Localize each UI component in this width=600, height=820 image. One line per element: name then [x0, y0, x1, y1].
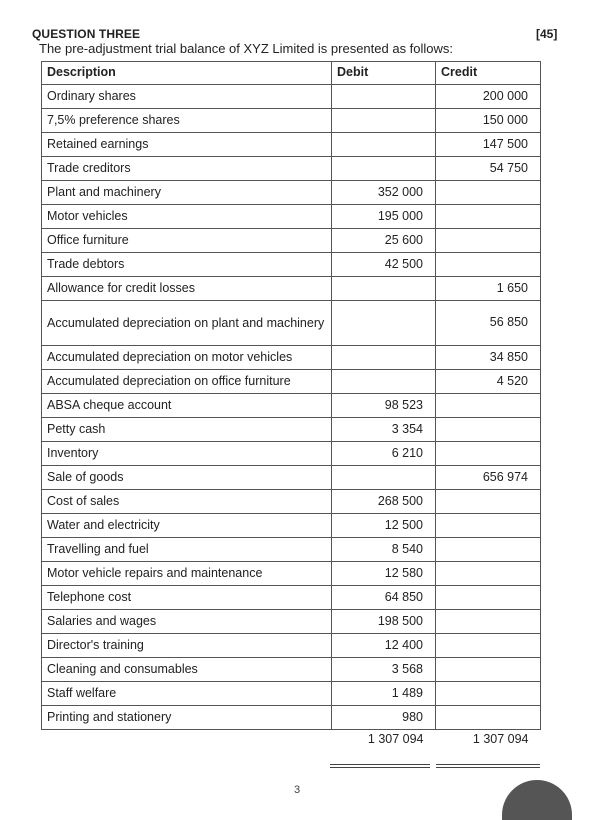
- row-credit: [436, 586, 541, 610]
- row-description: Plant and machinery: [42, 181, 332, 205]
- table-row: [42, 370, 541, 394]
- row-credit: 150 000: [436, 109, 541, 133]
- row-credit: [436, 229, 541, 253]
- row-description: Motor vehicle repairs and maintenance: [42, 562, 332, 586]
- row-description: Staff welfare: [42, 682, 332, 706]
- row-debit: 198 500: [332, 610, 436, 634]
- row-credit: [436, 562, 541, 586]
- table-row: [42, 706, 541, 730]
- row-debit: [332, 466, 436, 490]
- row-debit: [332, 109, 436, 133]
- row-debit: [332, 85, 436, 109]
- row-credit: 200 000: [436, 85, 541, 109]
- row-debit: 25 600: [332, 229, 436, 253]
- table-row: [42, 514, 541, 538]
- credit-total-double-underline: [436, 767, 540, 768]
- row-description: Motor vehicles: [42, 205, 332, 229]
- row-credit: 1 650: [436, 277, 541, 301]
- table-row: [42, 442, 541, 466]
- row-debit: [332, 277, 436, 301]
- table-row: [42, 490, 541, 514]
- table-row: [42, 658, 541, 682]
- intro-text: The pre-adjustment trial balance of XYZ Limited is presented as follows:: [39, 41, 454, 56]
- table-row: [42, 562, 541, 586]
- row-debit: 268 500: [332, 490, 436, 514]
- table-row: [42, 346, 541, 370]
- row-debit: [332, 157, 436, 181]
- row-description: Office furniture: [42, 229, 332, 253]
- row-debit: 42 500: [332, 253, 436, 277]
- totals-row: [42, 730, 541, 751]
- row-credit: 34 850: [436, 346, 541, 370]
- table-row: [42, 277, 541, 301]
- row-debit: 352 000: [332, 181, 436, 205]
- table-row: [42, 610, 541, 634]
- table-row: [42, 181, 541, 205]
- row-description: Trade debtors: [42, 253, 332, 277]
- row-credit: [436, 442, 541, 466]
- debit-total-double-underline: [330, 767, 430, 768]
- row-description: Accumulated depreciation on plant and machinery: [42, 301, 332, 346]
- row-credit: [436, 610, 541, 634]
- table-row: [42, 538, 541, 562]
- table-row: [42, 586, 541, 610]
- row-description: Ordinary shares: [42, 85, 332, 109]
- row-description: Retained earnings: [42, 133, 332, 157]
- table-row: [42, 229, 541, 253]
- total-credit: 1 307 094: [472, 732, 529, 747]
- row-description: Water and electricity: [42, 514, 332, 538]
- table-body: [42, 85, 541, 751]
- row-debit: 6 210: [332, 442, 436, 466]
- row-description: Accumulated depreciation on office furniture: [42, 370, 332, 394]
- row-credit: [436, 181, 541, 205]
- row-description: Accumulated depreciation on motor vehicles: [42, 346, 332, 370]
- row-debit: 64 850: [332, 586, 436, 610]
- row-credit: 656 974: [436, 466, 541, 490]
- row-credit: [436, 634, 541, 658]
- row-debit: [332, 346, 436, 370]
- floating-overlay-button[interactable]: [502, 780, 572, 820]
- row-description: Printing and stationery: [42, 706, 332, 730]
- table-row: [42, 133, 541, 157]
- row-description: Travelling and fuel: [42, 538, 332, 562]
- row-debit: 12 580: [332, 562, 436, 586]
- question-heading: QUESTION THREE: [32, 27, 141, 41]
- row-debit: 1 489: [332, 682, 436, 706]
- row-credit: [436, 706, 541, 730]
- row-credit: [436, 682, 541, 706]
- row-debit: 98 523: [332, 394, 436, 418]
- row-credit: [436, 538, 541, 562]
- header-credit: Credit: [436, 62, 541, 85]
- table-row: [42, 466, 541, 490]
- row-description: Salaries and wages: [42, 610, 332, 634]
- table-row: [42, 634, 541, 658]
- row-debit: 12 500: [332, 514, 436, 538]
- row-credit: [436, 418, 541, 442]
- header-description: Description: [42, 62, 332, 85]
- table-row: [42, 301, 541, 346]
- table-row: [42, 205, 541, 229]
- row-credit: [436, 205, 541, 229]
- page-number: 3: [294, 784, 301, 796]
- row-description: Petty cash: [42, 418, 332, 442]
- row-debit: [332, 301, 436, 346]
- row-description: Director's training: [42, 634, 332, 658]
- table-row: [42, 157, 541, 181]
- row-description: ABSA cheque account: [42, 394, 332, 418]
- totals-label-cell: [42, 730, 332, 751]
- row-debit: [332, 133, 436, 157]
- row-credit: 56 850: [436, 301, 541, 346]
- row-description: Telephone cost: [42, 586, 332, 610]
- row-debit: 980: [332, 706, 436, 730]
- row-credit: 54 750: [436, 157, 541, 181]
- table-row: [42, 253, 541, 277]
- row-credit: [436, 658, 541, 682]
- row-debit: 3 354: [332, 418, 436, 442]
- debit-total-underline: [330, 764, 430, 765]
- row-credit: [436, 514, 541, 538]
- row-debit: 3 568: [332, 658, 436, 682]
- row-credit: 4 520: [436, 370, 541, 394]
- row-credit: [436, 490, 541, 514]
- row-debit: 12 400: [332, 634, 436, 658]
- row-description: Sale of goods: [42, 466, 332, 490]
- row-credit: 147 500: [436, 133, 541, 157]
- credit-total-underline: [436, 764, 540, 765]
- table-header-row: [42, 62, 541, 85]
- table-row: [42, 394, 541, 418]
- row-debit: 8 540: [332, 538, 436, 562]
- trial-balance-table: [41, 61, 541, 750]
- row-description: Inventory: [42, 442, 332, 466]
- table-row: [42, 85, 541, 109]
- row-credit: [436, 394, 541, 418]
- row-debit: 195 000: [332, 205, 436, 229]
- row-description: Cleaning and consumables: [42, 658, 332, 682]
- question-marks: [45]: [536, 27, 558, 41]
- table-row: [42, 682, 541, 706]
- row-description: Cost of sales: [42, 490, 332, 514]
- table-row: [42, 418, 541, 442]
- total-debit: 1 307 094: [367, 732, 424, 747]
- row-description: Trade creditors: [42, 157, 332, 181]
- row-description: Allowance for credit losses: [42, 277, 332, 301]
- row-description: 7,5% preference shares: [42, 109, 332, 133]
- table-row: [42, 109, 541, 133]
- row-debit: [332, 370, 436, 394]
- header-debit: Debit: [332, 62, 436, 85]
- row-credit: [436, 253, 541, 277]
